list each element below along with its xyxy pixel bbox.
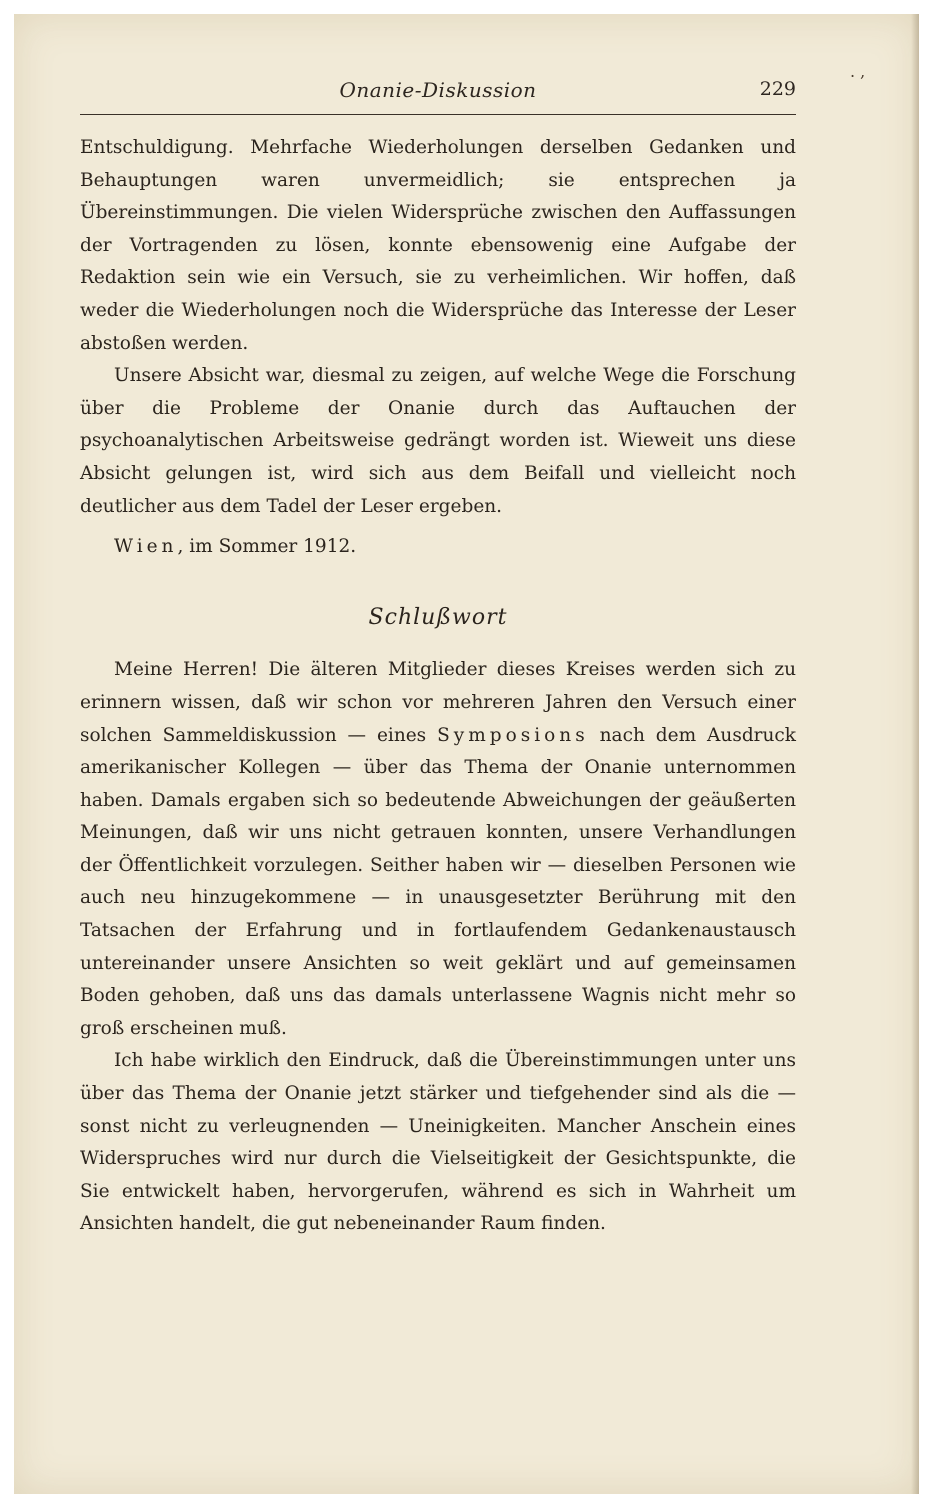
page-edge-shadow	[911, 14, 919, 1494]
running-head: Onanie-Diskussion	[339, 78, 537, 102]
preface-paragraph-2: Unsere Absicht war, diesmal zu zeigen, auf welche Wege die Forschung über die Probleme der Onanie durch das Auftauchen der psychoanalytischen Arbeitsweise gedrängt worden ist. Wieweit uns diese Absicht gelungen ist, wird sich aus dem Beifall und vielleicht noch deutlicher aus dem Tadel der Leser ergeben.	[80, 365, 796, 517]
closing-paragraph-1-start: Meine Herren! Die älteren Mitglieder dieses Kreises werden sich zu erinnern wissen, daß wir schon vor mehreren Jahren den Versuch einer solchen Sammeldiskussion — eines	[80, 659, 796, 746]
page-body	[80, 132, 796, 1241]
header-rule	[80, 114, 796, 115]
signature-place: Wien	[114, 536, 178, 558]
closing-paragraph-2: Ich habe wirklich den Eindruck, daß die Übereinstimmungen unter uns über das Thema der Onanie jetzt stärker und tiefgehender sind als die — sonst nicht zu verleugnenden — Uneinigkeiten. Mancher Anschein eines Widerspruches wird nur durch die Vielseitigkeit der Gesichtspunkte, die Sie entwickelt haben, hervorgerufen, während es sich in Wahrheit um Ansichten handelt, die gut nebeneinander Raum finden.	[80, 1050, 796, 1235]
page-header	[80, 78, 796, 108]
preface-paragraph-1: Entschuldigung. Mehrfache Wiederholungen derselben Gedanken und Behauptungen waren unvermeidlich; sie entsprechen ja Übereinstimmungen. Die vielen Widersprüche zwischen den Auffassungen der Vortragenden zu lösen, konnte ebensowenig eine Aufgabe der Redaktion sein wie ein Versuch, sie zu verheimlichen. Wir hoffen, daß weder die Wiederholungen noch die Widersprüche das Interesse der Leser abstoßen werden.	[80, 137, 796, 354]
closing-paragraph-1	[80, 654, 796, 1045]
section-title: Schlußwort	[368, 604, 508, 630]
signature-date: , im Sommer 1912.	[177, 536, 357, 558]
closing-paragraph-1-end: nach dem Ausdruck amerikanischer Kollegen — über das Thema der Onanie unternommen haben. Damals ergaben sich so bedeutende Abweichungen der geäußerten Meinungen, daß wir uns nicht getrauen konnten, unsere Verhandlungen der Öffentlichkeit vorzulegen. Seither haben wir — dieselben Personen wie auch neu hinzugekommene — in unausgesetzter Berührung mit den Tatsachen der Erfahrung und in fortlaufendem Gedankenaustausch untereinander unsere Ansichten so weit geklärt und auf gemeinsamen Boden gehoben, daß uns das damals unterlassene Wagnis nicht mehr so groß erscheinen muß.	[80, 724, 796, 1039]
symposions-emphasis: Symposions	[437, 724, 589, 746]
corner-mark: . ,	[850, 62, 866, 81]
page-number: 229	[759, 78, 796, 100]
signature-line	[80, 531, 796, 564]
